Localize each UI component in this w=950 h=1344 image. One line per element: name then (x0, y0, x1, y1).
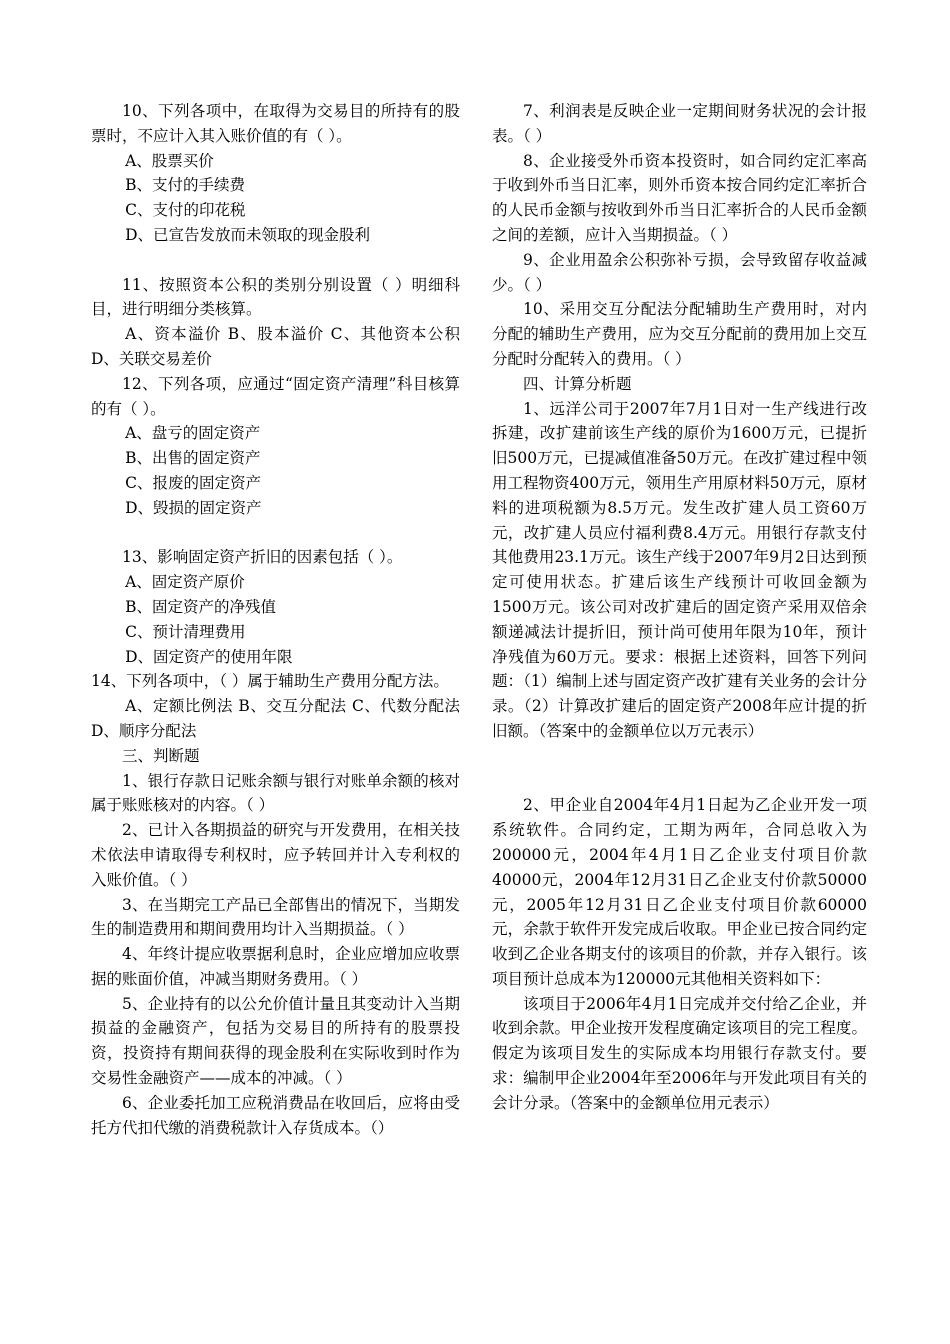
judge-item-8: 8、企业接受外币资本投资时，如合同约定汇率高于收到外币当日汇率，则外币资本按合同约定汇率折合的人民币金额与按收到外币当日汇率折合的人民币金额之间的差额，应计入当期损益。（ ） (492, 151, 867, 244)
q13-option-b: B、固定资产的净残值 (125, 597, 276, 616)
section-3-heading: 三、判断题 (122, 746, 200, 765)
q10-option-d: D、已宣告发放而未领取的现金股利 (125, 225, 371, 244)
spacer (91, 248, 460, 273)
spacer (91, 521, 460, 546)
judge-item-4: 4、年终计提应收票据利息时，企业应增加应收票据的账面价值，冲减当期财务费用。（ ） (91, 945, 460, 988)
q14-options: A、定额比例法 B、交互分配法 C、代数分配法 D、顺序分配法 (91, 697, 460, 740)
q12-option-a: A、盘亏的固定资产 (125, 424, 261, 443)
q13-stem: 13、影响固定资产折旧的因素包括（ ）。 (122, 548, 403, 567)
judge-item-5: 5、企业持有的以公允价值计量且其变动计入当期损益的金融资产，包括为交易目的所持有的股票投资，投资持有期间获得的现金股利在实际收到时作为交易性金融资产——成本的冲减。（ ） (91, 994, 460, 1088)
q12-option-d: D、毁损的固定资产 (125, 498, 262, 517)
q13-option-c: C、预计清理费用 (125, 622, 246, 641)
calc-question-2: 2、甲企业自2004年4月1日起为乙企业开发一项系统软件。合同约定，工期为两年，合同总收入为200000元，2004年4月1日乙企业支付项目价款40000元，2004年12月31日乙企业支付价款50000元，2005年12月31日乙企业支付项目价款60000元，余款于软件开发完成后收取。甲企业已按合同约定收到乙企业各期支付的该项目的价款，并存入银行。该项目预计总成本为120000元其他相关资料如下： (492, 796, 867, 988)
q11-options: A、资本溢价 B、股本溢价 C、其他资本公积 D、关联交易差价 (91, 325, 460, 368)
q10-option-c: C、支付的印花税 (125, 201, 246, 220)
judge-item-3: 3、在当期完工产品已全部售出的情况下，当期发生的制造费用和期间费用均计入当期损益。（ ） (91, 895, 460, 939)
q12-option-c: C、报废的固定资产 (125, 473, 261, 492)
q10-stem: 10、下列各项中，在取得为交易目的所持有的股票时，不应计入其入账价值的有（ ）。 (91, 102, 460, 145)
left-column (91, 99, 460, 1140)
q13-option-d: D、固定资产的使用年限 (125, 647, 293, 666)
judge-item-7: 7、利润表是反映企业一定期间财务状况的会计报表。（ ） (492, 102, 867, 145)
spacer (492, 744, 867, 769)
q11-stem: 11、按照资本公积的类别分别设置（ ）明细科目，进行明细分类核算。 (91, 275, 460, 319)
judge-item-2: 2、已计入各期损益的研究与开发费用，在相关技术依法申请取得专利权时，应予转回并计入专利权的入账价值。（ ） (91, 821, 460, 889)
judge-item-9: 9、企业用盈余公积弥补亏损，会导致留存收益减少。（ ） (492, 250, 867, 294)
q12-option-b: B、出售的固定资产 (125, 449, 261, 468)
judge-item-1: 1、银行存款日记账余额与银行对账单余额的核对属于账账核对的内容。（ ） (91, 771, 460, 815)
q13-option-a: A、固定资产原价 (125, 573, 245, 592)
spacer (492, 769, 867, 794)
q10-option-b: B、支付的手续费 (125, 176, 245, 195)
section-4-heading: 四、计算分析题 (523, 374, 632, 393)
q10-option-a: A、股票买价 (125, 151, 214, 170)
calc-question-2-continued: 该项目于2006年4月1日完成并交付给乙企业，并收到余款。甲企业按开发程度确定该项目的完工程度。假定为该项目发生的实际成本均用银行存款支付。要求：编制甲企业2004年至2006年与开发此项目有关的会计分录。（答案中的金额单位用元表示） (492, 994, 867, 1112)
q12-stem: 12、下列各项，应通过“固定资产清理”科目核算的有（ ）。 (91, 374, 460, 418)
judge-item-6: 6、企业委托加工应税消费品在收回后，应将由受托方代扣代缴的消费税款计入存货成本。（） (91, 1093, 460, 1137)
calc-question-1: 1、远洋公司于2007年7月1日对一生产线进行改拆建，改扩建前该生产线的原价为1600万元，已提折旧500万元，已提减值准备50万元。在改扩建过程中领用工程物资400万元，领用生产用原材料50万元，原材料的进项税额为8.5万元。发生改扩建人员工资60万元，改扩建人员应付福利费8.4万元。用银行存款支付其他费用23.1万元。该生产线于2007年9月2日达到预定可使用状态。扩建后该生产线预计可收回金额为1500万元。该公司对改扩建后的固定资产采用双倍余额递减法计提折旧，预计尚可使用年限为10年，预计净残值为60万元。要求：根据上述资料，回答下列问题：（1）编制上述与固定资产改扩建有关业务的会计分录。（2）计算改扩建后的固定资产2008年应计提的折旧额。（答案中的金额单位以万元表示） (492, 399, 867, 740)
q14-stem: 14、下列各项中，（ ）属于辅助生产费用分配方法。 (91, 672, 449, 691)
judge-item-10: 10、采用交互分配法分配辅助生产费用时，对内分配的辅助生产费用，应为交互分配前的费用加上交互分配时分配转入的费用。（ ） (492, 300, 867, 368)
right-column (492, 99, 867, 1116)
